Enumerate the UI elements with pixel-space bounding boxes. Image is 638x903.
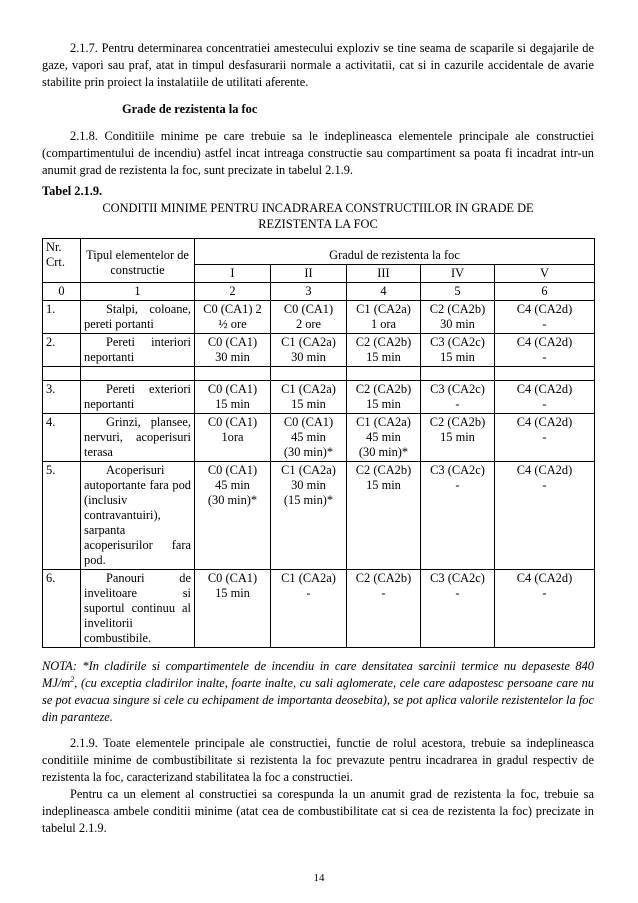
grade-value-line: - bbox=[455, 478, 460, 492]
grade-value bbox=[347, 301, 421, 334]
grade-value-line: (30 min)* bbox=[283, 445, 334, 459]
grade-value-line: C1 (CA2a) bbox=[356, 302, 411, 316]
element-type: Pereti exteriori neportanti bbox=[81, 381, 195, 414]
grade-value-line: C2 (CA2b) bbox=[429, 415, 486, 429]
grade-value-line: - bbox=[381, 586, 386, 600]
row-number: 2. bbox=[43, 334, 81, 367]
grade-value-line: C3 (CA2c) bbox=[430, 571, 485, 585]
grade-value-line: C0 (CA1) bbox=[207, 415, 258, 429]
grade-value-line: 15 min bbox=[291, 397, 326, 411]
spacer-cell bbox=[495, 367, 595, 381]
table-row bbox=[43, 301, 595, 334]
table-row bbox=[43, 414, 595, 462]
grade-value bbox=[421, 570, 495, 648]
note-text-b: , (cu exceptia cladirilor inalte, foarte inalte, cu sali aglomerate, cele care adapostesc persoane care nu se pot evacua singure si cele cu echipament de importanta deosebita), se pot aplica valorile rezistentelor la foc din paranteze. bbox=[42, 676, 594, 724]
grade-value bbox=[421, 462, 495, 570]
table-row bbox=[43, 462, 595, 570]
grade-value-line: 30 min bbox=[215, 350, 250, 364]
element-type: Panouri de invelitoare si suportul continuu al invelitorii combustibile. bbox=[81, 570, 195, 648]
grade-value-line: 15 min bbox=[366, 350, 401, 364]
index-cell: 1 bbox=[81, 283, 195, 301]
row-number: 4. bbox=[43, 414, 81, 462]
grade-value-line: C0 (CA1) bbox=[207, 463, 258, 477]
grade-header: II bbox=[271, 265, 347, 283]
grade-value-line: - bbox=[542, 350, 547, 364]
table-row bbox=[43, 381, 595, 414]
row-number: 1. bbox=[43, 301, 81, 334]
grade-value-line: 30 min bbox=[291, 350, 326, 364]
grade-value-line: C4 (CA2d) bbox=[516, 463, 573, 477]
grade-value bbox=[347, 334, 421, 367]
grade-value-line: C3 (CA2c) bbox=[430, 382, 485, 396]
grade-value-line: - bbox=[542, 397, 547, 411]
spacer-cell bbox=[421, 367, 495, 381]
spacer-cell bbox=[81, 367, 195, 381]
header-fire-grade: Gradul de rezistenta la foc bbox=[195, 239, 595, 265]
paragraph-2-1-9: 2.1.9. Toate elementele principale ale constructiei, functie de rolul acestora, trebuie sa indeplineasca conditiile minime de combustibilitate si rezistenta la foc prevazute pentru incadrarea in gradul respectiv de rezistenta la foc, caracterizand stabilitatea la foc a constructiei. bbox=[42, 736, 594, 784]
grade-value-line: - bbox=[542, 430, 547, 444]
grade-value bbox=[347, 462, 421, 570]
grade-value-line: 15 min bbox=[366, 397, 401, 411]
table-note bbox=[42, 658, 594, 726]
grade-value bbox=[271, 334, 347, 367]
grade-value bbox=[495, 462, 595, 570]
grade-value-line: - bbox=[455, 586, 460, 600]
grade-value bbox=[195, 570, 271, 648]
grade-value bbox=[271, 462, 347, 570]
grade-value bbox=[195, 334, 271, 367]
grade-value-line: C2 (CA2b) bbox=[355, 463, 412, 477]
grade-value-line: 2 ore bbox=[295, 317, 322, 331]
index-cell: 5 bbox=[421, 283, 495, 301]
grade-value-line: 45 min bbox=[366, 430, 401, 444]
grade-value-line: C1 (CA2a) bbox=[281, 463, 336, 477]
table-title-line-2: REZISTENTA LA FOC bbox=[258, 217, 378, 231]
grade-value-line: 1 ora bbox=[370, 317, 397, 331]
grade-value-line: - bbox=[455, 397, 460, 411]
paragraph-2-1-9-cont: Pentru ca un element al constructiei sa corespunda la un anumit grad de rezistenta la foc, trebuie sa indeplineasca ambele conditii minime (atat cea de combustibilitate cat si cea de rezistenta la foc) precizate in tabelul 2.1.9. bbox=[42, 787, 594, 835]
grade-value-line: (15 min)* bbox=[283, 493, 334, 507]
grade-value-line: C3 (CA2c) bbox=[430, 335, 485, 349]
grade-value-line: - bbox=[542, 317, 547, 331]
grade-value bbox=[421, 334, 495, 367]
grade-value-line: 45 min bbox=[291, 430, 326, 444]
grade-value-line: 15 min bbox=[440, 430, 475, 444]
index-cell: 4 bbox=[347, 283, 421, 301]
grade-value bbox=[421, 301, 495, 334]
grade-value bbox=[271, 301, 347, 334]
page-number: 14 bbox=[313, 872, 325, 884]
grade-value bbox=[495, 570, 595, 648]
grade-value-line: C1 (CA2a) bbox=[281, 382, 336, 396]
element-type: Grinzi, plansee, nervuri, acoperisuri terasa bbox=[81, 414, 195, 462]
table-spacer-row bbox=[43, 367, 595, 381]
grade-value-line: ½ ore bbox=[218, 317, 247, 331]
grade-value-line: 15 min bbox=[366, 478, 401, 492]
grade-value bbox=[347, 414, 421, 462]
grade-value-line: C0 (CA1) bbox=[207, 382, 258, 396]
grade-value-line: C2 (CA2b) bbox=[355, 335, 412, 349]
spacer-cell bbox=[271, 367, 347, 381]
table-label: Tabel 2.1.9. bbox=[42, 184, 103, 198]
grade-value-line: C4 (CA2d) bbox=[516, 415, 573, 429]
grade-value-line: 1ora bbox=[221, 430, 244, 444]
row-number: 5. bbox=[43, 462, 81, 570]
element-type: Acoperisuri autoportante fara pod (inclusiv contravantuiri), sarpanta acoperisurilor fara pod. bbox=[81, 462, 195, 570]
index-cell: 0 bbox=[43, 283, 81, 301]
note-superscript: 2 bbox=[70, 674, 75, 684]
grade-value-line: C4 (CA2d) bbox=[516, 571, 573, 585]
index-cell: 3 bbox=[271, 283, 347, 301]
grade-value-line: C4 (CA2d) bbox=[516, 382, 573, 396]
grade-value bbox=[195, 414, 271, 462]
grade-value-line: C3 (CA2c) bbox=[430, 463, 485, 477]
grade-value-line: C2 (CA2b) bbox=[429, 302, 486, 316]
note-text-a: NOTA: *In cladirile si compartimentele de incendiu in care densitatea sarcinii termice nu depaseste 840 MJ/m bbox=[42, 659, 594, 690]
grade-value-line: 30 min bbox=[440, 317, 475, 331]
grade-value-line: C1 (CA2a) bbox=[356, 415, 411, 429]
grade-value bbox=[495, 381, 595, 414]
grade-value bbox=[271, 414, 347, 462]
grade-value-line: 15 min bbox=[215, 586, 250, 600]
grade-value bbox=[271, 381, 347, 414]
grade-value bbox=[195, 381, 271, 414]
grade-value-line: C2 (CA2b) bbox=[355, 571, 412, 585]
spacer-cell bbox=[195, 367, 271, 381]
document-page bbox=[42, 40, 594, 837]
row-number: 6. bbox=[43, 570, 81, 648]
paragraph-2-1-8: 2.1.8. Conditiile minime pe care trebuie sa le indeplineasca elementele principale ale constructiei (compartimentului de incendiu) astfel incat intreaga constructie sau compartiment sa poata fi incadrat intr-un anumit grad de rezistenta la foc, sunt precizate in tabelul 2.1.9. bbox=[42, 129, 594, 177]
grade-value-line: C4 (CA2d) bbox=[516, 302, 573, 316]
grade-value-line: 15 min bbox=[440, 350, 475, 364]
grade-header: I bbox=[195, 265, 271, 283]
grade-header: III bbox=[347, 265, 421, 283]
grade-value-line: C0 (CA1) bbox=[207, 571, 258, 585]
row-number: 3. bbox=[43, 381, 81, 414]
element-type: Stalpi, coloane, pereti portanti bbox=[81, 301, 195, 334]
grade-value bbox=[495, 301, 595, 334]
grade-value bbox=[195, 301, 271, 334]
table-title-line-1: CONDITII MINIME PENTRU INCADRAREA CONSTRUCTIILOR IN GRADE DE bbox=[102, 201, 534, 215]
element-type: Pereti interiori neportanti bbox=[81, 334, 195, 367]
grade-value-line: (30 min)* bbox=[207, 493, 258, 507]
grade-value-line: C1 (CA2a) bbox=[281, 335, 336, 349]
header-element-type: Tipul elementelor de constructie bbox=[81, 239, 195, 283]
header-nr-line-1: Nr. bbox=[46, 240, 62, 254]
grade-value-line: - bbox=[542, 478, 547, 492]
grade-value bbox=[421, 414, 495, 462]
grade-value bbox=[421, 381, 495, 414]
table-row bbox=[43, 334, 595, 367]
grade-value-line: - bbox=[542, 586, 547, 600]
grade-header: IV bbox=[421, 265, 495, 283]
spacer-cell bbox=[347, 367, 421, 381]
grade-value bbox=[495, 414, 595, 462]
grade-value-line: C1 (CA2a) bbox=[281, 571, 336, 585]
spacer-cell bbox=[43, 367, 81, 381]
grade-value-line: 30 min bbox=[291, 478, 326, 492]
grade-value bbox=[195, 462, 271, 570]
index-cell: 2 bbox=[195, 283, 271, 301]
grade-value bbox=[347, 381, 421, 414]
table-row bbox=[43, 570, 595, 648]
grade-value-line: C0 (CA1) bbox=[207, 335, 258, 349]
grade-value-line: C0 (CA1) bbox=[283, 415, 334, 429]
grade-header: V bbox=[495, 265, 595, 283]
grade-value-line: C0 (CA1) 2 bbox=[203, 302, 262, 316]
section-title: Grade de rezistenta la foc bbox=[122, 102, 258, 116]
grade-value bbox=[347, 570, 421, 648]
header-nr bbox=[43, 239, 81, 283]
grade-value-line: C0 (CA1) bbox=[283, 302, 334, 316]
grade-value-line: (30 min)* bbox=[358, 445, 409, 459]
index-cell: 6 bbox=[495, 283, 595, 301]
grade-value-line: 15 min bbox=[215, 397, 250, 411]
grade-value bbox=[271, 570, 347, 648]
grade-value-line: 45 min bbox=[215, 478, 250, 492]
grade-value-line: C2 (CA2b) bbox=[355, 382, 412, 396]
grade-value-line: C4 (CA2d) bbox=[516, 335, 573, 349]
paragraph-2-1-7: 2.1.7. Pentru determinarea concentratiei amestecului exploziv se tine seama de scaparile si degajarile de gaze, vapori sau praf, atat in timpul desfasurarii normale a activitatii, cat si in cazurile accidentale de avarie stabilite prin proiect la instalatiile de utilitati aferente. bbox=[42, 41, 594, 89]
grade-value-line: - bbox=[306, 586, 311, 600]
fire-resistance-table bbox=[42, 238, 595, 648]
grade-value bbox=[495, 334, 595, 367]
table-row-index bbox=[43, 283, 595, 301]
header-nr-line-2: Crt. bbox=[46, 255, 65, 269]
